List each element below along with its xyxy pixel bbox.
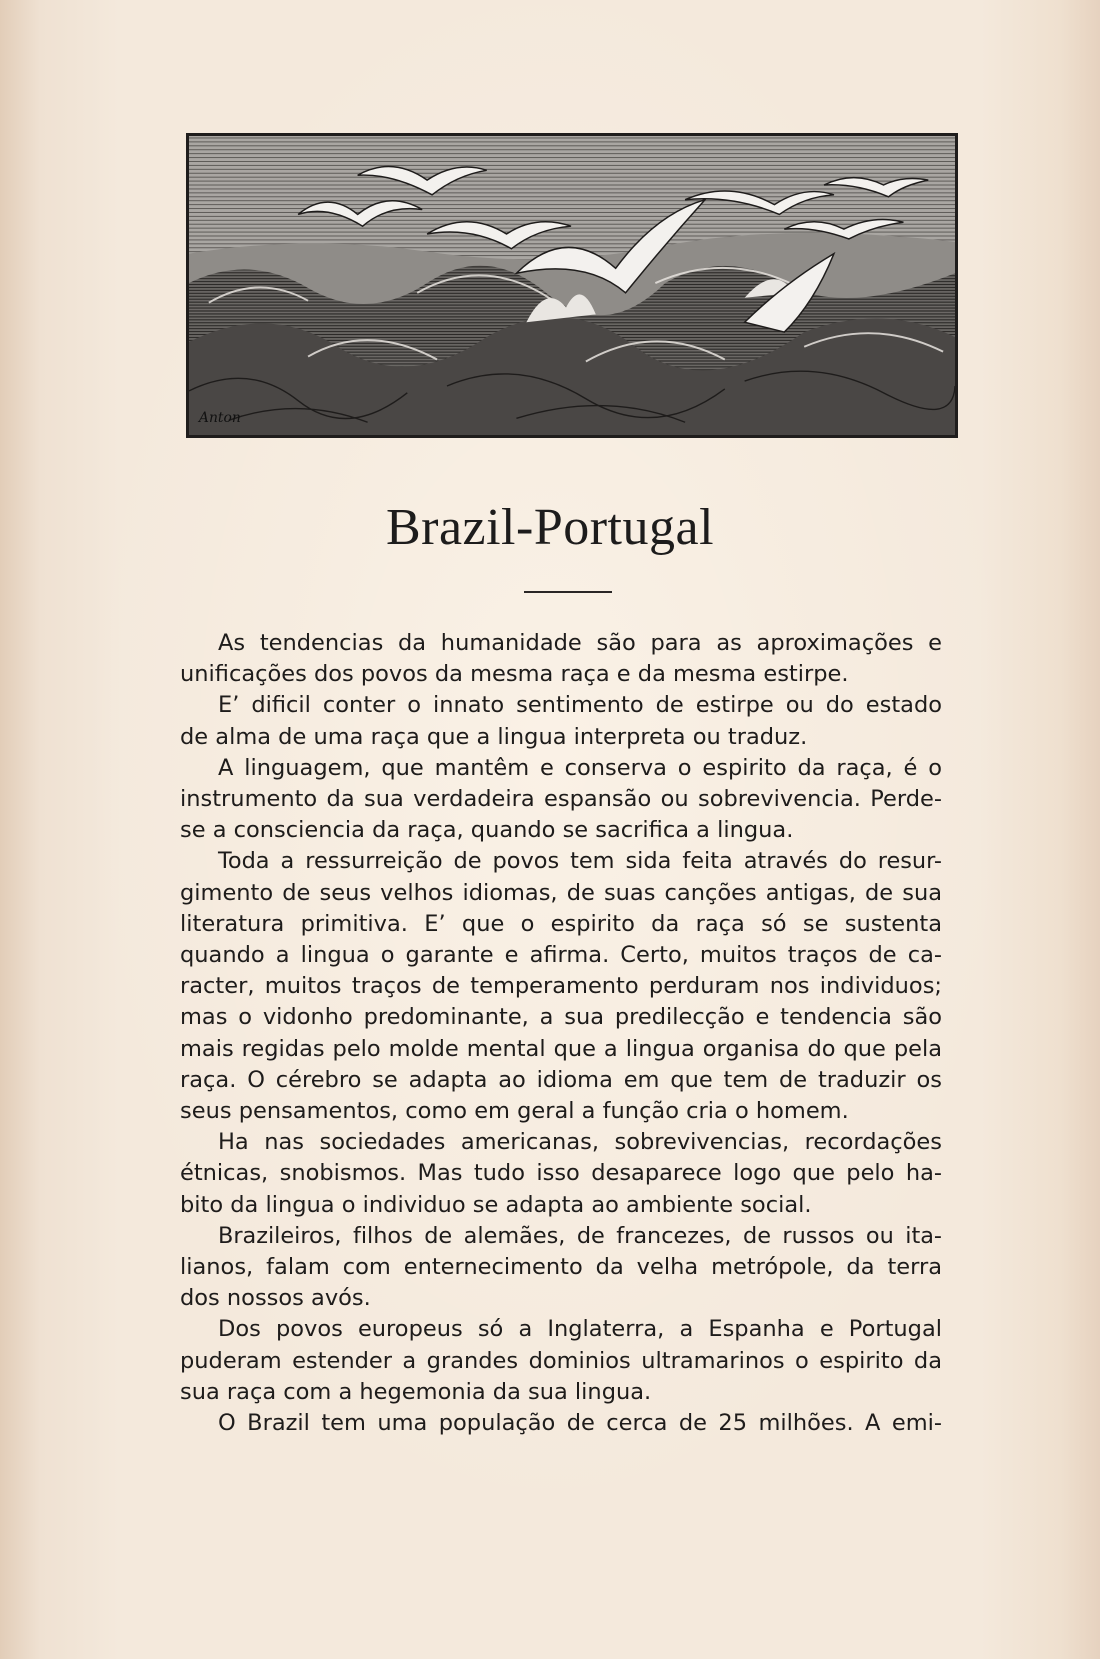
text-line: racter, muitos traços de temperamento perduram nos individuos;	[180, 973, 942, 1000]
text-line: lianos, falam com enternecimento da velha metrópole, da terra	[180, 1254, 942, 1281]
title-divider	[524, 591, 612, 593]
seascape-illustration	[186, 133, 958, 438]
text-line: E’ dificil conter o innato sentimento de estirpe ou do estado	[218, 692, 942, 719]
text-line: mas o vidonho predominante, a sua predilecção e tendencia são	[180, 1004, 942, 1031]
text-line: puderam estender a grandes dominios ultramarinos o espirito da	[180, 1347, 942, 1374]
text-line: instrumento da sua verdadeira espansão ou sobrevivencia. Perde-	[180, 786, 942, 813]
seagulls-over-waves-engraving	[189, 136, 955, 435]
text-line: unificações dos povos da mesma raça e da mesma estirpe.	[180, 661, 849, 688]
text-line: dos nossos avós.	[180, 1285, 371, 1312]
svg-text:Anton: Anton	[198, 410, 241, 427]
text-line: étnicas, snobismos. Mas tudo isso desaparece logo que pelo ha-	[180, 1160, 942, 1187]
text-line: Brazileiros, filhos de alemães, de francezes, de russos ou ita-	[218, 1222, 942, 1249]
text-line: sua raça com a hegemonia da sua lingua.	[180, 1378, 652, 1405]
text-line: quando a lingua o garante e afirma. Certo, muitos traços de ca-	[180, 942, 942, 969]
paragraph	[180, 690, 942, 752]
paragraph	[180, 753, 942, 847]
paragraph	[180, 628, 942, 690]
text-line: se a consciencia da raça, quando se sacrifica a lingua.	[180, 817, 794, 844]
text-line: gimento de seus velhos idiomas, de suas canções antigas, de sua	[180, 879, 942, 906]
paragraph	[180, 1314, 942, 1408]
text-line: Ha nas sociedades americanas, sobrevivencias, recordações	[218, 1129, 942, 1156]
paragraph	[180, 846, 942, 1127]
text-line: raça. O cérebro se adapta ao idioma em que tem de traduzir os	[180, 1066, 942, 1093]
text-line: de alma de uma raça que a lingua interpreta ou traduz.	[180, 723, 808, 750]
text-line: bito da lingua o individuo se adapta ao ambiente social.	[180, 1191, 812, 1218]
text-line: mais regidas pelo molde mental que a lingua organisa do que pela	[180, 1035, 942, 1062]
text-line: literatura primitiva. E’ que o espirito da raça só se sustenta	[180, 910, 942, 937]
text-line: Toda a ressurreição de povos tem sida feita através do resur-	[218, 848, 942, 875]
text-line: O Brazil tem uma população de cerca de 25 milhões. A emi-	[218, 1410, 942, 1437]
text-line: Dos povos europeus só a Inglaterra, a Espanha e Portugal	[218, 1316, 942, 1343]
page-title: Brazil-Portugal	[385, 499, 715, 556]
article-body	[180, 628, 942, 1439]
text-line: As tendencias da humanidade são para as aproximações e	[218, 630, 942, 656]
paragraph	[180, 1221, 942, 1315]
paragraph	[180, 1408, 942, 1439]
text-line: seus pensamentos, como em geral a função cria o homem.	[180, 1098, 849, 1125]
text-line: A linguagem, que mantêm e conserva o espirito da raça, é o	[218, 754, 942, 781]
paragraph	[180, 1127, 942, 1221]
